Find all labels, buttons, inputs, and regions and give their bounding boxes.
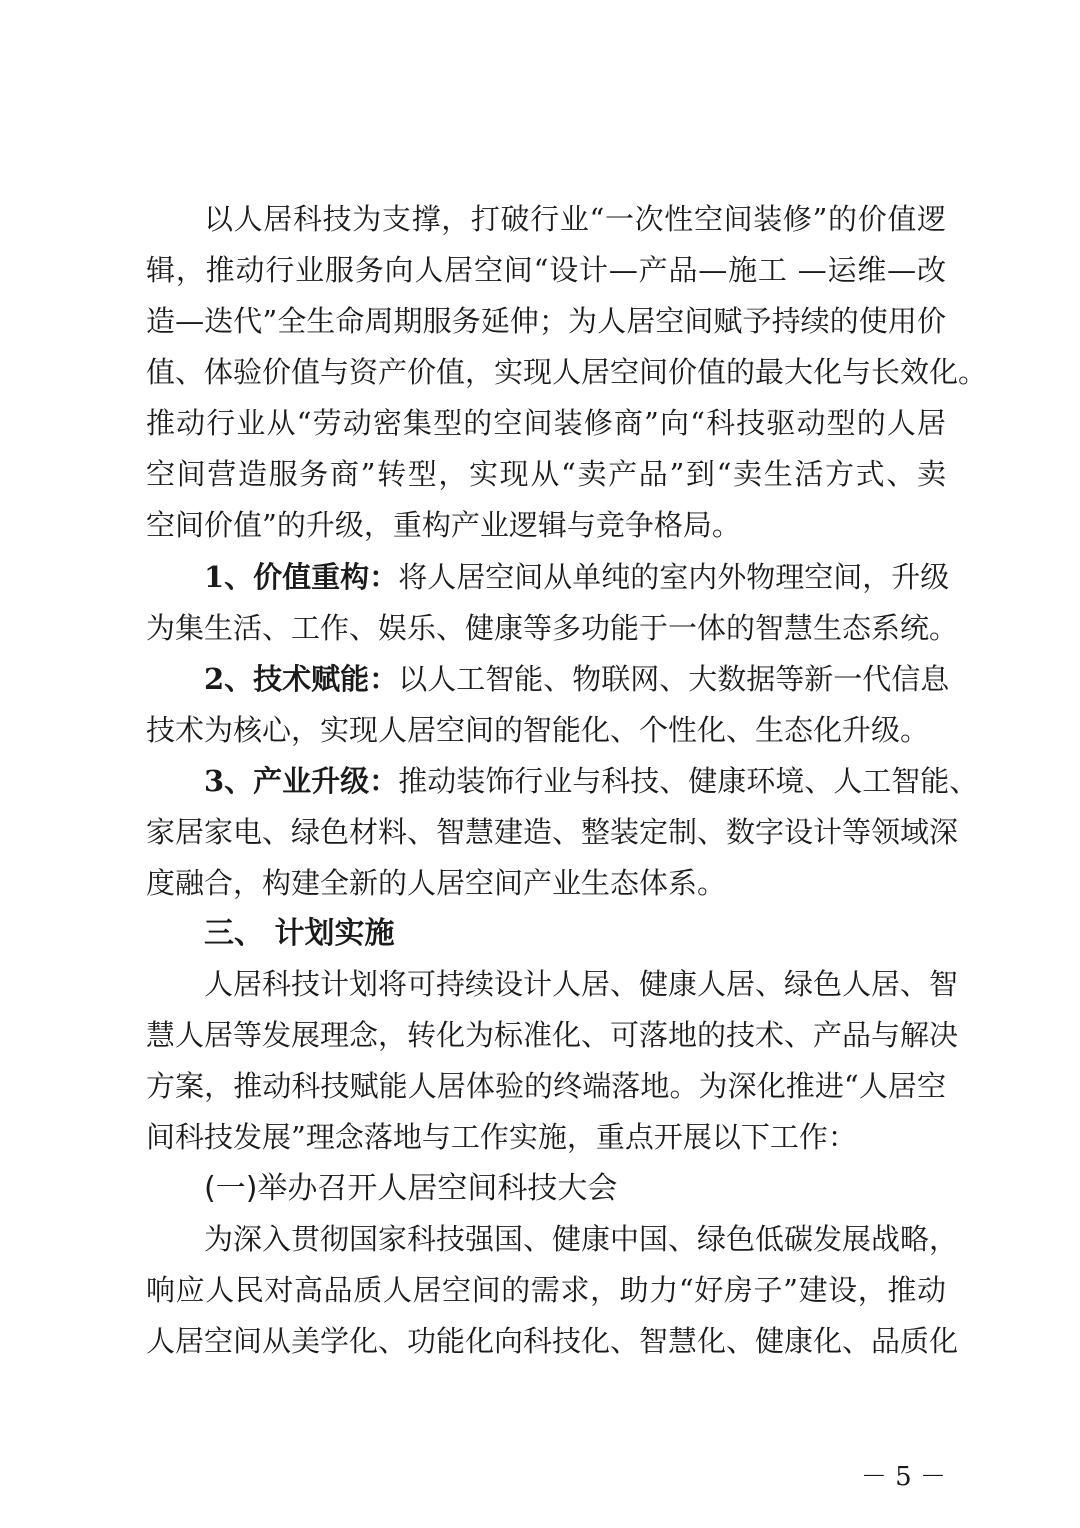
text-line: 空间营造服务商”转型，实现从“卖产品”到“卖生活方式、卖: [146, 457, 946, 491]
text-line: 为深入贯彻国家科技强国、健康中国、绿色低碳发展战略，: [204, 1222, 959, 1256]
text-line: 度融合，构建全新的人居空间产业生态体系。: [146, 866, 727, 900]
item-label: 2、技术赋能：: [204, 662, 399, 696]
text-line: 响应人民对高品质人居空间的需求，助力“好房子”建设，推动: [146, 1273, 946, 1307]
paragraph-conference: [146, 1214, 959, 1367]
list-item-value-restructure: [146, 552, 959, 654]
text-line: 空间价值”的升级，重构产业逻辑与竞争格局。: [146, 508, 741, 542]
text-line: 辑，推动行业服务向人居空间“设计—产品—施工 —运维—改: [146, 253, 946, 287]
text-line: 值、体验价值与资产价值，实现人居空间价值的最大化与长效化。: [146, 355, 988, 389]
text-line: 造—迭代”全生命周期服务延伸；为人居空间赋予持续的使用价: [146, 304, 946, 338]
text-line: 间科技发展”理念落地与工作实施，重点开展以下工作：: [146, 1120, 857, 1154]
text-line: [146, 552, 950, 603]
list-item-tech-empowerment: [146, 654, 950, 756]
page-number: － 5 －: [860, 1462, 946, 1492]
paragraph-value-logic: [146, 194, 988, 551]
text-line: 慧人居等发展理念，转化为标准化、可落地的技术、产品与解决: [146, 1018, 959, 1052]
section-heading: 三、 计划实施: [204, 916, 395, 951]
paragraph-plan-implementation: [146, 959, 959, 1163]
text-line: 人居科技计划将可持续设计人居、健康人居、绿色人居、智: [204, 967, 959, 1001]
list-item-industry-upgrade: [146, 756, 979, 909]
text-line: 方案，推动科技赋能人居体验的终端落地。为深化推进“人居空: [146, 1069, 946, 1103]
item-label: 1、价值重构：: [204, 560, 399, 594]
text-line: 以人居科技为支撑，打破行业“一次性空间装修”的价值逻: [204, 202, 946, 236]
subsection-heading: (一)举办召开人居空间科技大会: [204, 1171, 618, 1206]
item-text: 以人工智能、物联网、大数据等新一代信息: [398, 662, 950, 696]
text-line: 家居家电、绿色材料、智慧建造、整装定制、数字设计等领域深: [146, 815, 959, 849]
text-line: 技术为核心，实现人居空间的智能化、个性化、生态化升级。: [146, 713, 930, 747]
item-text: 将人居空间从单纯的室内外物理空间，升级: [398, 560, 950, 594]
text-line: 推动行业从“劳动密集型的空间装修商”向“科技驱动型的人居: [146, 406, 946, 440]
text-line: [146, 756, 979, 807]
text-line: 人居空间从美学化、功能化向科技化、智慧化、健康化、品质化: [146, 1324, 959, 1358]
item-text: 推动装饰行业与科技、健康环境、人工智能、: [398, 764, 979, 798]
item-label: 3、产业升级：: [204, 764, 399, 798]
text-line: [146, 654, 950, 705]
text-line: 为集生活、工作、娱乐、健康等多功能于一体的智慧生态系统。: [146, 611, 959, 645]
